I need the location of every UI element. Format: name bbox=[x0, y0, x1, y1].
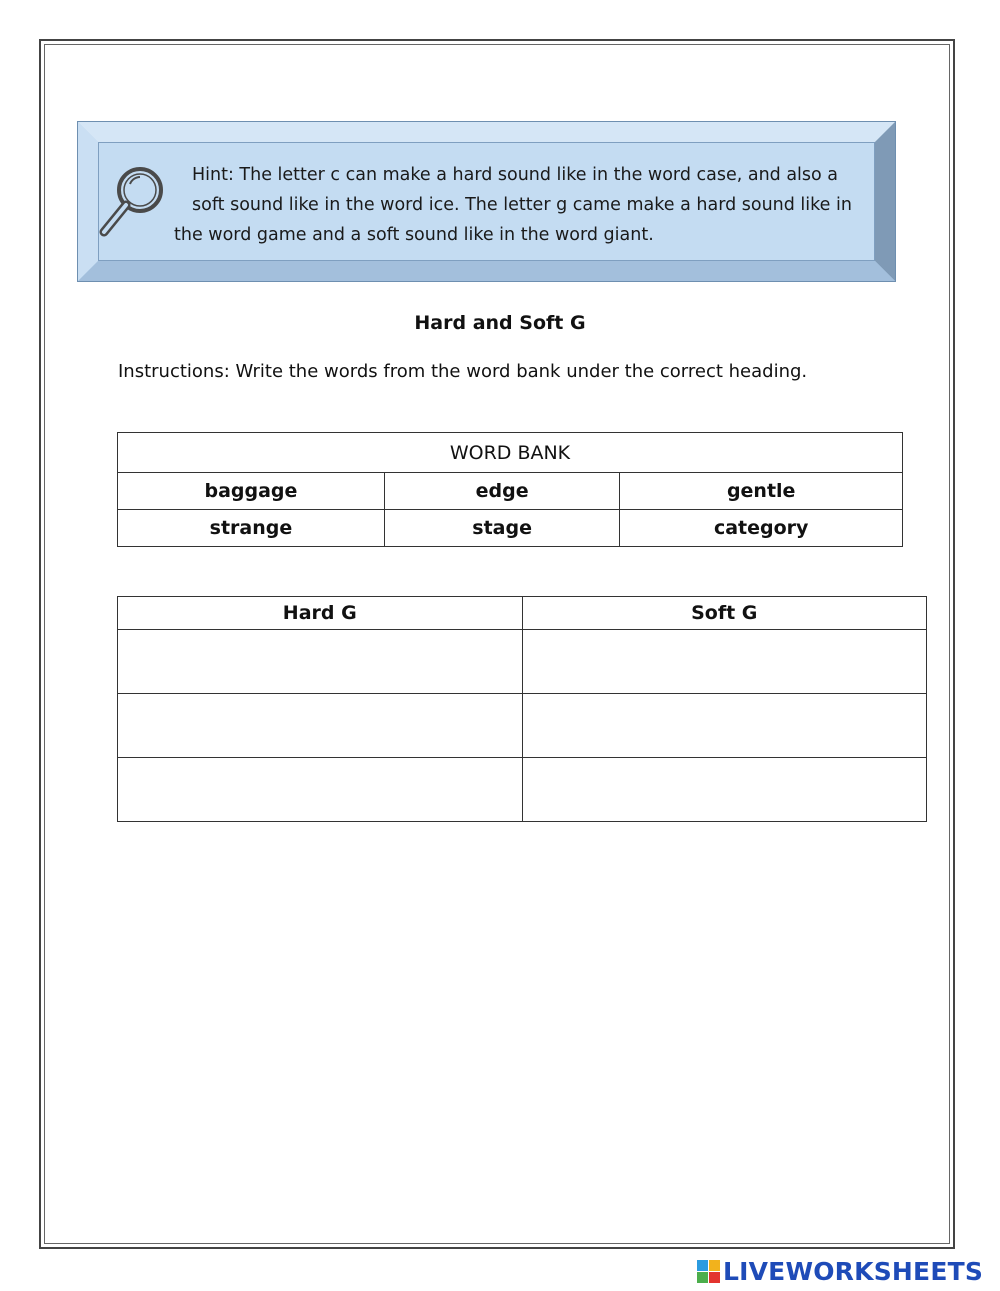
hint-line: Hint: The letter c can make a hard sound like in the word case, and also a bbox=[192, 165, 839, 185]
table-row bbox=[118, 630, 927, 694]
brand-name: LIVEWORKSHEETS bbox=[723, 1256, 984, 1286]
brand-mark-icon bbox=[697, 1260, 720, 1283]
hard-g-heading: Hard G bbox=[118, 597, 523, 630]
table-row bbox=[118, 473, 903, 510]
hint-line: soft sound like in the word ice. The letter g came make a hard sound like in bbox=[192, 195, 852, 215]
word-bank-heading: WORD BANK bbox=[118, 433, 903, 473]
table-row bbox=[118, 510, 903, 547]
soft-g-heading: Soft G bbox=[522, 597, 927, 630]
word-bank-word: gentle bbox=[620, 473, 903, 510]
word-bank-word: edge bbox=[384, 473, 620, 510]
word-bank-word: category bbox=[620, 510, 903, 547]
word-bank-word: strange bbox=[118, 510, 385, 547]
soft-g-answer-cell[interactable] bbox=[522, 758, 927, 822]
page-title: Hard and Soft G bbox=[414, 312, 586, 334]
hint-bevel-bottom bbox=[78, 261, 895, 281]
soft-g-answer-cell[interactable] bbox=[522, 694, 927, 758]
hint-bevel-left bbox=[78, 122, 98, 281]
hint-line: the word game and a soft sound like in the word giant. bbox=[174, 225, 654, 245]
hard-g-answer-cell[interactable] bbox=[118, 694, 523, 758]
word-bank-word: baggage bbox=[118, 473, 385, 510]
soft-g-answer-cell[interactable] bbox=[522, 630, 927, 694]
hint-text bbox=[174, 160, 886, 250]
word-bank-table bbox=[117, 432, 903, 547]
liveworksheets-logo bbox=[697, 1256, 983, 1286]
sort-table bbox=[117, 596, 927, 822]
word-bank-word: stage bbox=[384, 510, 620, 547]
hint-bevel-top bbox=[78, 122, 895, 142]
table-row bbox=[118, 694, 927, 758]
hard-g-answer-cell[interactable] bbox=[118, 630, 523, 694]
hard-g-answer-cell[interactable] bbox=[118, 758, 523, 822]
instructions-text: Instructions: Write the words from the word bank under the correct heading. bbox=[118, 361, 808, 382]
table-row bbox=[118, 758, 927, 822]
magnifying-glass-icon bbox=[96, 160, 166, 246]
